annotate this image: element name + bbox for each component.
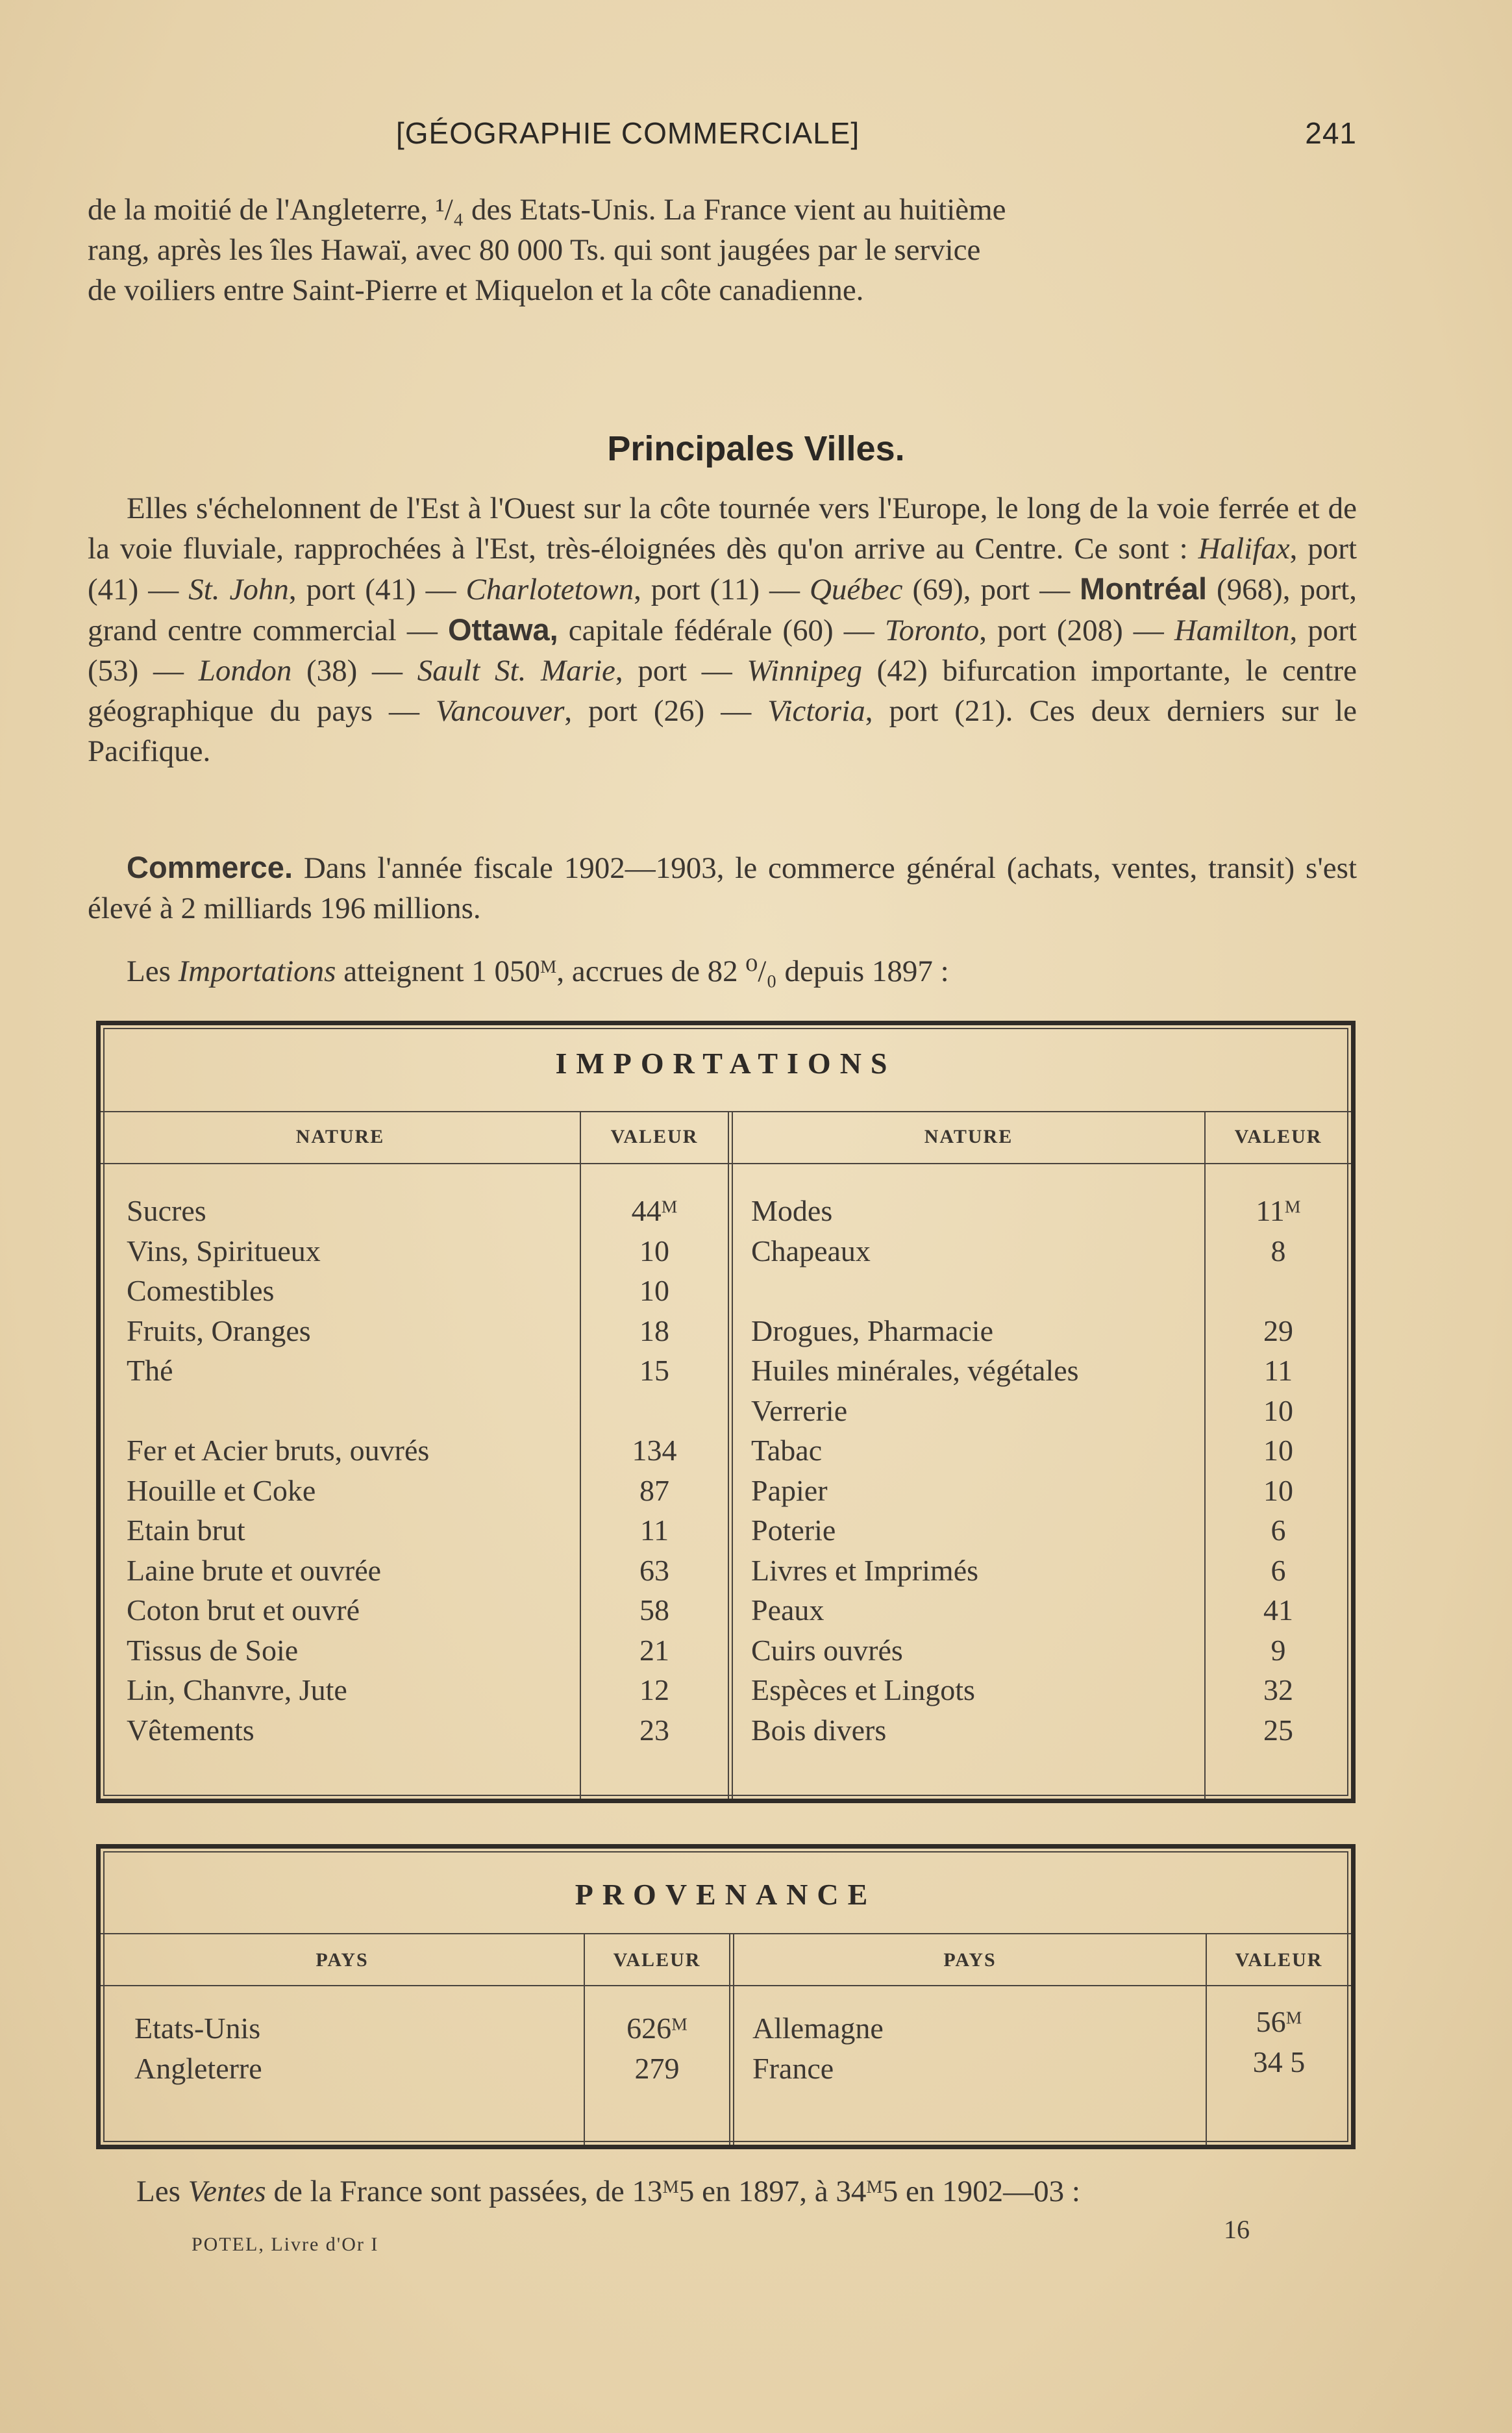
villes-paragraph (88, 488, 1357, 771)
table-row: Etats-Unis (134, 2012, 261, 2045)
text: de la France sont passées, de 13ᴹ5 en 1897, à 34ᴹ5 en 1902—03 : (266, 2175, 1080, 2208)
city-name: Vancouver (436, 694, 565, 728)
provenance-table (96, 1844, 1356, 2149)
table-cell: 6 (1270, 1514, 1286, 1547)
text: Elles s'échelonnent de l'Est à l'Ouest sur la côte tournée vers l'Europe, le long de la voie ferrée et de la voie fluviale, rapprochées à l'Est, très-éloignées dès qu'on arrive au Centre. Ce sont : (88, 492, 1357, 566)
header-title: [GÉOGRAPHIE COMMERCIALE] (396, 116, 860, 150)
city-name: Sault St. Marie (417, 654, 615, 688)
city-name: Québec (809, 573, 903, 606)
table-row: Tissus de Soie (127, 1633, 299, 1667)
table-row: Drogues, Pharmacie (751, 1314, 993, 1347)
column-header: VALEUR (613, 1949, 701, 1971)
table-row: Espèces et Lingots (751, 1673, 975, 1706)
city-name: Victoria (767, 694, 865, 728)
divider (728, 1111, 733, 1799)
table-cell: 134 (632, 1434, 677, 1467)
column-header: VALEUR (610, 1126, 699, 1147)
table-row: Fer et Acier bruts, ouvrés (127, 1434, 430, 1467)
table-cell: 23 (639, 1713, 669, 1747)
text: Les (136, 2175, 188, 2208)
text: atteignent 1 050ᴹ, accrues de 82 ⁰/₀ depuis 1897 : (336, 954, 949, 988)
city-name: London (198, 654, 292, 688)
column-header: NATURE (295, 1126, 385, 1147)
text: (38) — (291, 654, 417, 688)
table-cell: 10 (1263, 1434, 1293, 1467)
table-cell: 21 (639, 1633, 669, 1667)
table-cell: 10 (1263, 1473, 1293, 1507)
table-row: Cuirs ouvrés (751, 1633, 903, 1667)
city-name-bold: Ottawa, (447, 612, 558, 647)
left-valeur-list (581, 1191, 728, 1750)
section-heading: Principales Villes. (607, 429, 905, 468)
table-row: Comestibles (127, 1274, 275, 1307)
table-cell: 626ᴹ (626, 2012, 688, 2045)
table-row: France (752, 2051, 834, 2085)
column-header: VALEUR (1234, 1126, 1322, 1147)
commerce-paragraph (88, 847, 1357, 929)
text: Dans l'année fiscale 1902—1903, le commerce général (achats, ventes, transit) s'est élevé à 2 milliards 196 millions. (88, 851, 1357, 925)
city-name: Hamilton (1174, 614, 1290, 647)
right-nature-list (751, 1191, 1079, 1750)
running-header (84, 109, 1357, 155)
divider (101, 1933, 1351, 1934)
table-cell: 25 (1263, 1713, 1293, 1747)
table-row: Bois divers (751, 1713, 887, 1747)
text: , port (53) — (88, 614, 1357, 688)
divider (101, 1163, 1351, 1164)
intro-line: de voiliers entre Saint-Pierre et Miquelon et la côte canadienne. (88, 273, 864, 307)
table-row (751, 1271, 1079, 1311)
intro-line: de la moitié de l'Angleterre, ¹/₄ des Etats-Unis. La France vient au huitième (88, 193, 1006, 227)
table-row: Vêtements (127, 1713, 254, 1747)
column-header: PAYS (943, 1949, 997, 1971)
table-cell: 41 (1263, 1593, 1293, 1627)
table-cell: 56ᴹ (1256, 2005, 1302, 2038)
city-name: Halifax (1198, 532, 1290, 566)
table-row: Etain brut (127, 1514, 245, 1547)
city-name-bold: Montréal (1080, 571, 1208, 606)
table-cell: 10 (639, 1234, 669, 1267)
table-cell: 10 (639, 1274, 669, 1307)
city-name: Charlotetown (465, 573, 634, 606)
table-cell: 11 (1263, 1354, 1293, 1387)
table-row: Allemagne (752, 2012, 884, 2045)
text: , port (11) — (634, 573, 810, 606)
table-cell: 44ᴹ (631, 1194, 678, 1227)
column-header: VALEUR (1235, 1949, 1323, 1971)
table-row: Livres et Imprimés (751, 1553, 979, 1587)
column-header: PAYS (316, 1949, 369, 1971)
left-valeur-list (585, 2008, 729, 2088)
table-row: Tabac (751, 1434, 823, 1467)
table-cell: 10 (1263, 1393, 1293, 1427)
column-header: NATURE (924, 1126, 1013, 1147)
signature-mark: 16 (1224, 2215, 1250, 2244)
table-row: Angleterre (134, 2051, 262, 2085)
table-cell: 29 (1263, 1314, 1293, 1347)
table-row: Poterie (751, 1514, 836, 1547)
table-row: Lin, Chanvre, Jute (127, 1673, 347, 1706)
left-nature-list (127, 1191, 429, 1750)
table-cell: 279 (634, 2051, 680, 2085)
table-row: Houille et Coke (127, 1473, 316, 1507)
table-row: Sucres (127, 1194, 206, 1227)
text: Les (127, 954, 179, 988)
table-row: Papier (751, 1473, 828, 1507)
table-title: IMPORTATIONS (555, 1047, 897, 1080)
table-cell: 6 (1270, 1553, 1286, 1587)
text: , port (208) — (979, 614, 1174, 647)
text: (42) bifurcation importante, le centre géographique du pays — (88, 654, 1357, 728)
table-cell: 34 5 (1252, 2045, 1306, 2078)
divider (729, 1933, 734, 2145)
table-row: Peaux (751, 1593, 824, 1627)
left-pays-list (134, 2008, 262, 2088)
importations-table (96, 1021, 1356, 1803)
table-cell: 18 (639, 1314, 669, 1347)
table-row: Fruits, Oranges (127, 1314, 311, 1347)
table-cell: 58 (639, 1593, 669, 1627)
text: , port (41) — (288, 573, 466, 606)
text: capitale fédérale (60) — (558, 614, 885, 647)
right-valeur-list (1207, 2002, 1351, 2082)
text-italic: Ventes (188, 2175, 266, 2208)
table-cell: 11ᴹ (1256, 1194, 1301, 1227)
table-cell: 15 (639, 1354, 669, 1387)
table-row: Modes (751, 1194, 833, 1227)
table-row: Huiles minérales, végétales (751, 1354, 1079, 1387)
table-row: Thé (127, 1354, 173, 1387)
table-cell: 8 (1270, 1234, 1286, 1267)
table-row: Vins, Spiritueux (127, 1234, 321, 1267)
intro-line: rang, après les îles Hawaï, avec 80 000 Ts. qui sont jaugées par le service (88, 233, 981, 267)
text-italic: Importations (178, 954, 336, 988)
table-row: Chapeaux (751, 1234, 871, 1267)
table-cell: 63 (639, 1553, 669, 1587)
page-number: 241 (1305, 116, 1357, 150)
text: , port (26) — (564, 694, 768, 728)
text: , port — (615, 654, 747, 688)
table-cell: 9 (1270, 1633, 1286, 1667)
table-row: Coton brut et ouvré (127, 1593, 360, 1627)
table-row: Verrerie (751, 1393, 848, 1427)
right-valeur-list (1206, 1191, 1351, 1750)
text: , port (21). Ces deux derniers sur le Pacifique. (88, 694, 1357, 768)
table-cell: 12 (639, 1673, 669, 1706)
city-name: Winnipeg (747, 654, 862, 688)
ventes-line (136, 2174, 1357, 2209)
table-cell: 11 (639, 1514, 669, 1547)
footer-imprint: POTEL, Livre d'Or I (192, 2234, 379, 2255)
right-pays-list (752, 2008, 884, 2088)
importations-line (88, 951, 1357, 992)
table-cell (581, 1391, 728, 1431)
intro-paragraph (88, 190, 1357, 310)
text: (968), port, grand centre commercial — (88, 573, 1357, 647)
city-name: Toronto (884, 614, 980, 647)
table-title: PROVENANCE (575, 1878, 877, 1911)
text: (69), port — (902, 573, 1080, 606)
divider (101, 1111, 1351, 1112)
text: , port (41) — (88, 532, 1357, 606)
city-name: St. John (188, 573, 289, 606)
table-cell (1206, 1271, 1351, 1311)
table-row: Laine brute et ouvrée (127, 1553, 382, 1587)
divider (101, 1985, 1351, 1986)
table-row (127, 1391, 429, 1431)
commerce-label: Commerce. (127, 850, 293, 884)
table-cell: 87 (639, 1473, 669, 1507)
table-cell: 32 (1263, 1673, 1293, 1706)
